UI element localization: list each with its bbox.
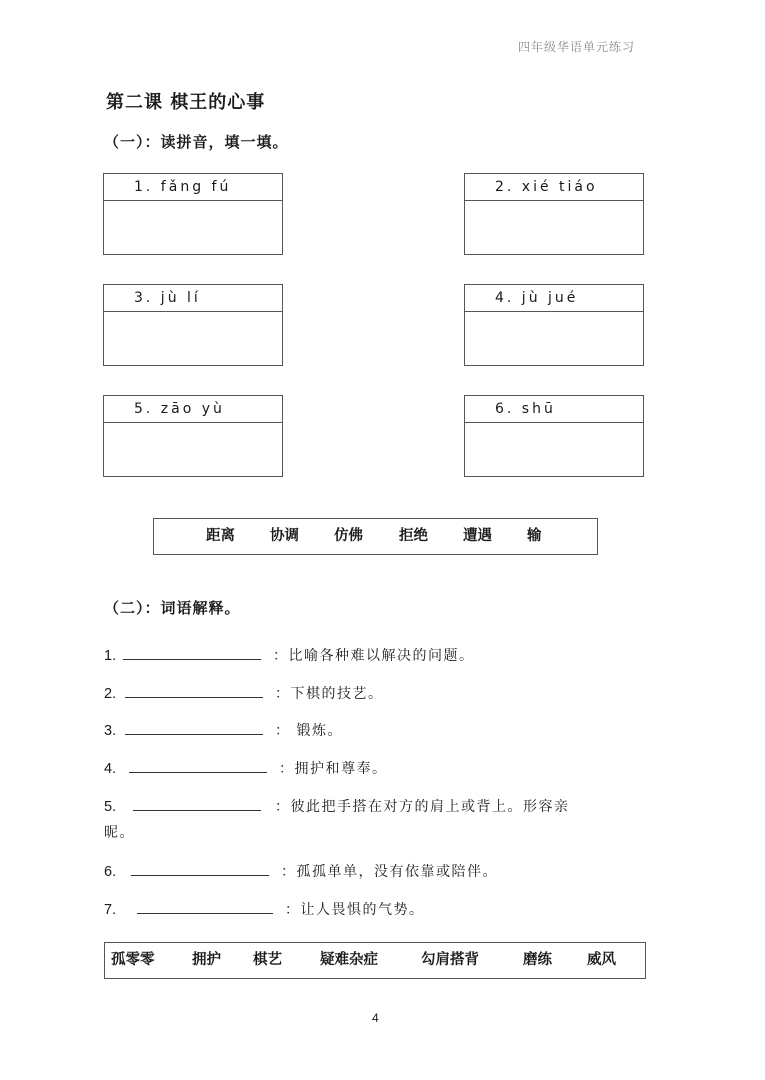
- answer-blank[interactable]: [125, 720, 263, 735]
- answer-blank[interactable]: [129, 758, 267, 773]
- pinyin-box-6: [464, 395, 644, 477]
- page-number: 4: [372, 1011, 379, 1025]
- word-bank-word: 磨练: [523, 951, 552, 968]
- definition-item-6: [104, 861, 498, 881]
- lesson-title: 第二课 棋王的心事: [106, 92, 266, 113]
- word-bank-word: 威风: [587, 951, 616, 968]
- pinyin-label: 3. jù lí: [104, 285, 282, 312]
- word-bank-1: [153, 518, 598, 555]
- item-number: 3.: [104, 723, 117, 739]
- word-bank-word: 距离: [206, 527, 235, 544]
- word-bank-word: 疑难杂症: [320, 951, 378, 968]
- item-number: 6.: [104, 864, 117, 880]
- item-definition: ：拥护和尊奉。: [279, 761, 388, 777]
- word-bank-word: 仿佛: [334, 527, 363, 544]
- word-bank-word: 孤零零: [111, 951, 155, 968]
- answer-blank[interactable]: [125, 683, 263, 698]
- word-bank-2: [104, 942, 646, 979]
- pinyin-box-4: [464, 284, 644, 366]
- section1-heading: （一）：读拼音，填一填。: [104, 133, 289, 151]
- answer-blank[interactable]: [137, 899, 273, 914]
- pinyin-label: 5. zāo yù: [104, 396, 282, 423]
- answer-area[interactable]: [104, 312, 282, 365]
- item-definition: ：让人畏惧的气势。: [285, 902, 425, 918]
- definition-item-5: [104, 796, 570, 816]
- answer-area[interactable]: [465, 312, 643, 365]
- pinyin-label: 2. xié tiáo: [465, 174, 643, 201]
- answer-blank[interactable]: [133, 796, 261, 811]
- definition-item-7: [104, 899, 425, 919]
- worksheet-header: 四年级华语单元练习: [518, 40, 636, 54]
- item-definition: ：孤孤单单，没有依靠或陪伴。: [281, 864, 498, 880]
- item-number: 2.: [104, 686, 117, 702]
- pinyin-box-3: [103, 284, 283, 366]
- item-definition-continuation: 昵。: [104, 825, 135, 841]
- word-bank-word: 拒绝: [399, 527, 428, 544]
- item-number: 4.: [104, 761, 117, 777]
- word-bank-word: 遭遇: [463, 527, 492, 544]
- definition-item-5-continuation: [104, 822, 135, 842]
- item-definition: ：下棋的技艺。: [275, 686, 384, 702]
- answer-blank[interactable]: [123, 645, 261, 660]
- pinyin-box-2: [464, 173, 644, 255]
- item-definition: ： 锻炼。: [275, 723, 343, 739]
- pinyin-label: 4. jù jué: [465, 285, 643, 312]
- pinyin-box-1: [103, 173, 283, 255]
- answer-area[interactable]: [465, 423, 643, 476]
- definition-item-3: [104, 720, 343, 740]
- definition-item-2: [104, 683, 384, 703]
- pinyin-label: 1. fǎng fú: [104, 174, 282, 201]
- word-bank-word: 协调: [270, 527, 299, 544]
- word-bank-word: 勾肩搭背: [421, 951, 479, 968]
- word-bank-word: 拥护: [192, 951, 221, 968]
- answer-area[interactable]: [465, 201, 643, 254]
- pinyin-box-5: [103, 395, 283, 477]
- word-bank-word: 输: [527, 527, 542, 544]
- answer-area[interactable]: [104, 201, 282, 254]
- pinyin-label: 6. shū: [465, 396, 643, 423]
- word-bank-word: 棋艺: [253, 951, 282, 968]
- answer-area[interactable]: [104, 423, 282, 476]
- item-definition: ：比喻各种难以解决的问题。: [273, 648, 475, 664]
- definition-item-1: [104, 645, 475, 665]
- item-number: 7.: [104, 902, 117, 918]
- item-number: 1.: [104, 648, 117, 664]
- answer-blank[interactable]: [131, 861, 269, 876]
- section2-heading: （二）：词语解释。: [104, 599, 241, 617]
- item-definition: ：彼此把手搭在对方的肩上或背上。形容亲: [275, 799, 570, 815]
- item-number: 5.: [104, 799, 117, 815]
- definition-item-4: [104, 758, 388, 778]
